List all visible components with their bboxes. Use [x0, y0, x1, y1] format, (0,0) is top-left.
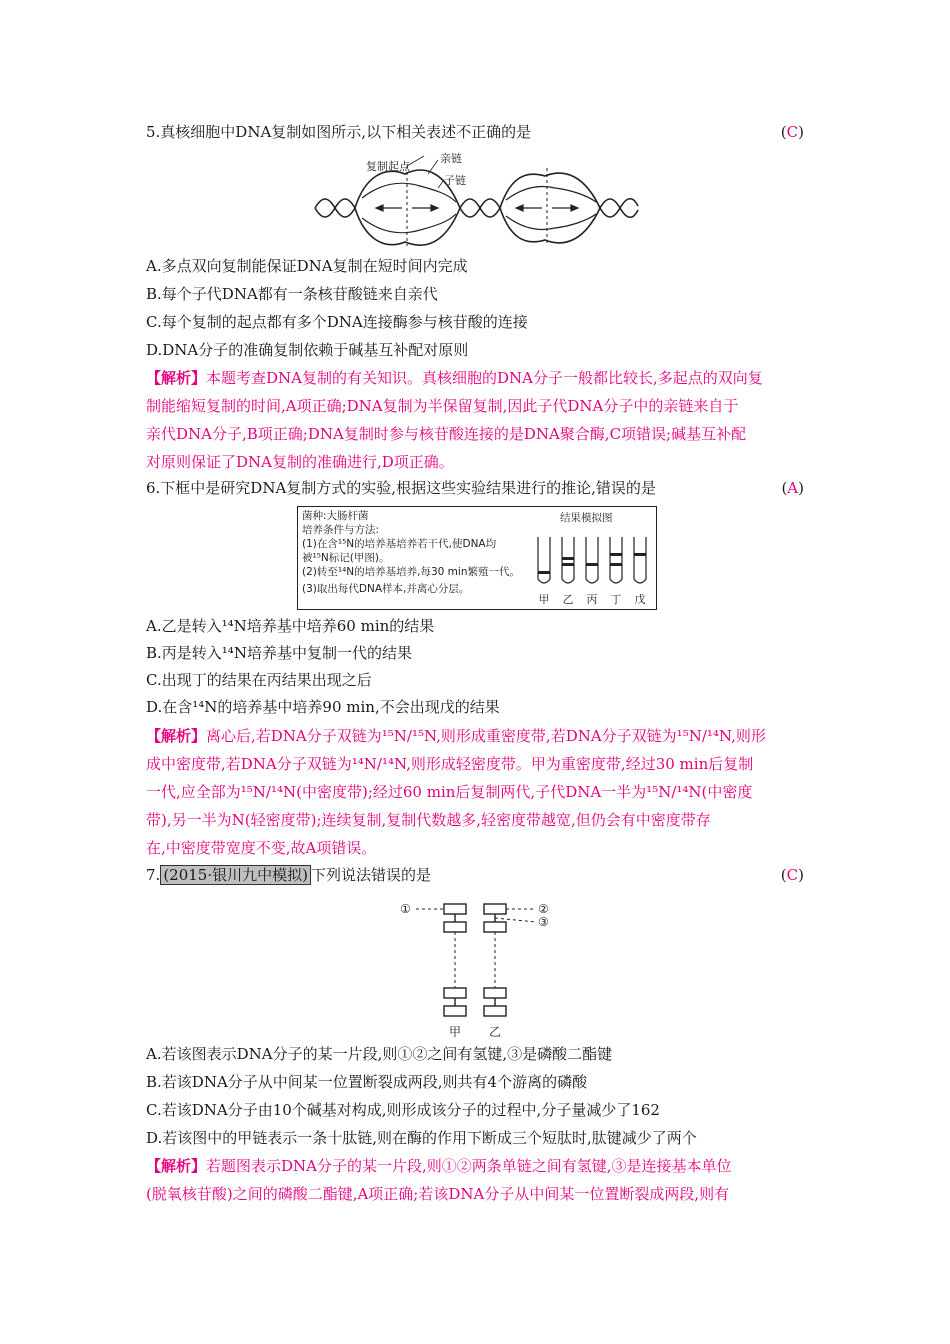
- q6-answer-letter: A: [787, 479, 799, 497]
- q5-option-d: D.DNA分子的准确复制依赖于碱基互补配对原则: [146, 341, 469, 359]
- q6-analysis-line-5: 在,中密度带宽度不变,故A项错误。: [146, 839, 377, 857]
- box-result-title: 结果模拟图: [560, 512, 613, 524]
- chain-label-yi: 乙: [488, 1025, 502, 1039]
- q6-option-b: B.丙是转入¹⁴N培养基中复制一代的结果: [146, 644, 412, 662]
- q7-option-b: B.若该DNA分子从中间某一位置断裂成两段,则共有4个游离的磷酸: [146, 1073, 588, 1091]
- q5-analysis-line-1: 【解析】本题考查DNA复制的有关知识。真核细胞的DNA分子一般都比较长,多起点的双向复: [146, 369, 763, 387]
- q5-option-a: A.多点双向复制能保证DNA复制在短时间内完成: [146, 257, 468, 275]
- q6-analysis-line-3: 一代,应全部为¹⁵N/¹⁴N(中密度带);经过60 min后复制两代,子代DNA一半为¹⁵N/¹⁴N(中密度: [146, 783, 753, 801]
- q5-option-b: B.每个子代DNA都有一条核苷酸链来自亲代: [146, 285, 438, 303]
- box-step1b: 被¹⁵N标记(甲图)。: [302, 552, 390, 564]
- box-step3: (3)取出每代DNA样本,并离心分层。: [302, 583, 470, 595]
- q5-stem: 5.真核细胞中DNA复制如图所示,以下相关表述不正确的是: [146, 123, 532, 141]
- q5-analysis-tag: 【解析】: [146, 369, 207, 387]
- tube-label-ding: 丁: [610, 593, 622, 606]
- box-step1a: (1)在含¹⁵N的培养基培养若干代,使DNA均: [302, 538, 497, 550]
- nucleotide-chain-figure: [398, 892, 568, 1042]
- q7-option-c: C.若该DNA分子由10个碱基对构成,则形成该分子的过程中,分子量减少了162: [146, 1101, 660, 1119]
- q7-option-d: D.若该图中的甲链表示一条十肽链,则在酶的作用下断成三个短肽时,肽键减少了两个: [146, 1129, 697, 1147]
- q7-analysis-tag: 【解析】: [146, 1157, 207, 1175]
- fig-label-daughter: 子链: [444, 174, 466, 187]
- box-method: 培养条件与方法:: [302, 524, 380, 536]
- q7-analysis-line-1: 【解析】若题图表示DNA分子的某一片段,则①②两条单链之间有氢键,③是连接基本单位: [146, 1157, 732, 1175]
- q5-analysis-line-4: 对原则保证了DNA复制的准确进行,D项正确。: [146, 453, 454, 471]
- tube-label-wu: 戊: [634, 593, 646, 606]
- fig-label-parent: 亲链: [440, 152, 462, 165]
- q5-answer-letter: C: [786, 123, 799, 141]
- q6-option-d: D.在含¹⁴N的培养基中培养90 min,不会出现戊的结果: [146, 698, 500, 716]
- q6-option-a: A.乙是转入¹⁴N培养基中培养60 min的结果: [146, 617, 435, 635]
- tube-label-jia: 甲: [538, 593, 550, 606]
- q5-analysis-line-2: 制能缩短复制的时间,A项正确;DNA复制为半保留复制,因此子代DNA分子中的亲链来自于: [146, 397, 739, 415]
- tube-label-yi: 乙: [562, 593, 574, 606]
- q5-analysis-line-3: 亲代DNA分子,B项正确;DNA复制时参与核苷酸连接的是DNA聚合酶,C项错误;碱基互补配: [146, 425, 747, 443]
- q6-analysis-line-4: 带),另一半为N(轻密度带);连续复制,复制代数越多,轻密度带越宽,但仍会有中密度带存: [146, 811, 711, 829]
- q7-answer-letter: C: [786, 866, 799, 884]
- q5-option-c: C.每个复制的起点都有多个DNA连接酶参与核苷酸的连接: [146, 313, 528, 331]
- q6-option-c: C.出现丁的结果在丙结果出现之后: [146, 671, 372, 689]
- fig-label-origin: 复制起点: [366, 160, 410, 173]
- box-step2: (2)转至¹⁴N的培养基培养,每30 min繁殖一代。: [302, 566, 520, 578]
- q6-analysis-line-2: 成中密度带,若DNA分子双链为¹⁴N/¹⁴N,则形成轻密度带。甲为重密度带,经过30 min后复制: [146, 755, 754, 773]
- box-species: 菌种:大肠杆菌: [302, 510, 369, 522]
- marker-1: ①: [400, 902, 411, 916]
- q7-stem: 7. (2015·银川九中模拟) 下列说法错误的是: [146, 866, 431, 884]
- marker-3: ③: [538, 915, 549, 929]
- tube-label-bing: 丙: [586, 593, 598, 606]
- chain-label-jia: 甲: [448, 1025, 462, 1039]
- experiment-box: [297, 506, 657, 610]
- q6-answer: (A): [781, 479, 804, 497]
- q7-source-tag: (2015·银川九中模拟): [160, 865, 311, 885]
- q6-analysis-tag: 【解析】: [146, 727, 207, 745]
- marker-2: ②: [538, 902, 549, 916]
- q6-stem: 6.下框中是研究DNA复制方式的实验,根据这些实验结果进行的推论,错误的是: [146, 479, 656, 497]
- dna-replication-figure: [310, 146, 640, 246]
- q7-option-a: A.若该图表示DNA分子的某一片段,则①②之间有氢键,③是磷酸二酯键: [146, 1045, 613, 1063]
- q5-answer: (C): [780, 123, 804, 141]
- q7-answer: (C): [780, 866, 804, 884]
- q7-analysis-line-2: (脱氧核苷酸)之间的磷酸二酯键,A项正确;若该DNA分子从中间某一位置断裂成两段,则有: [146, 1185, 730, 1203]
- q6-analysis-line-1: 【解析】离心后,若DNA分子双链为¹⁵N/¹⁵N,则形成重密度带,若DNA分子双链为¹⁵N/¹⁴N,则形: [146, 727, 766, 745]
- centrifuge-tubes: [530, 533, 654, 609]
